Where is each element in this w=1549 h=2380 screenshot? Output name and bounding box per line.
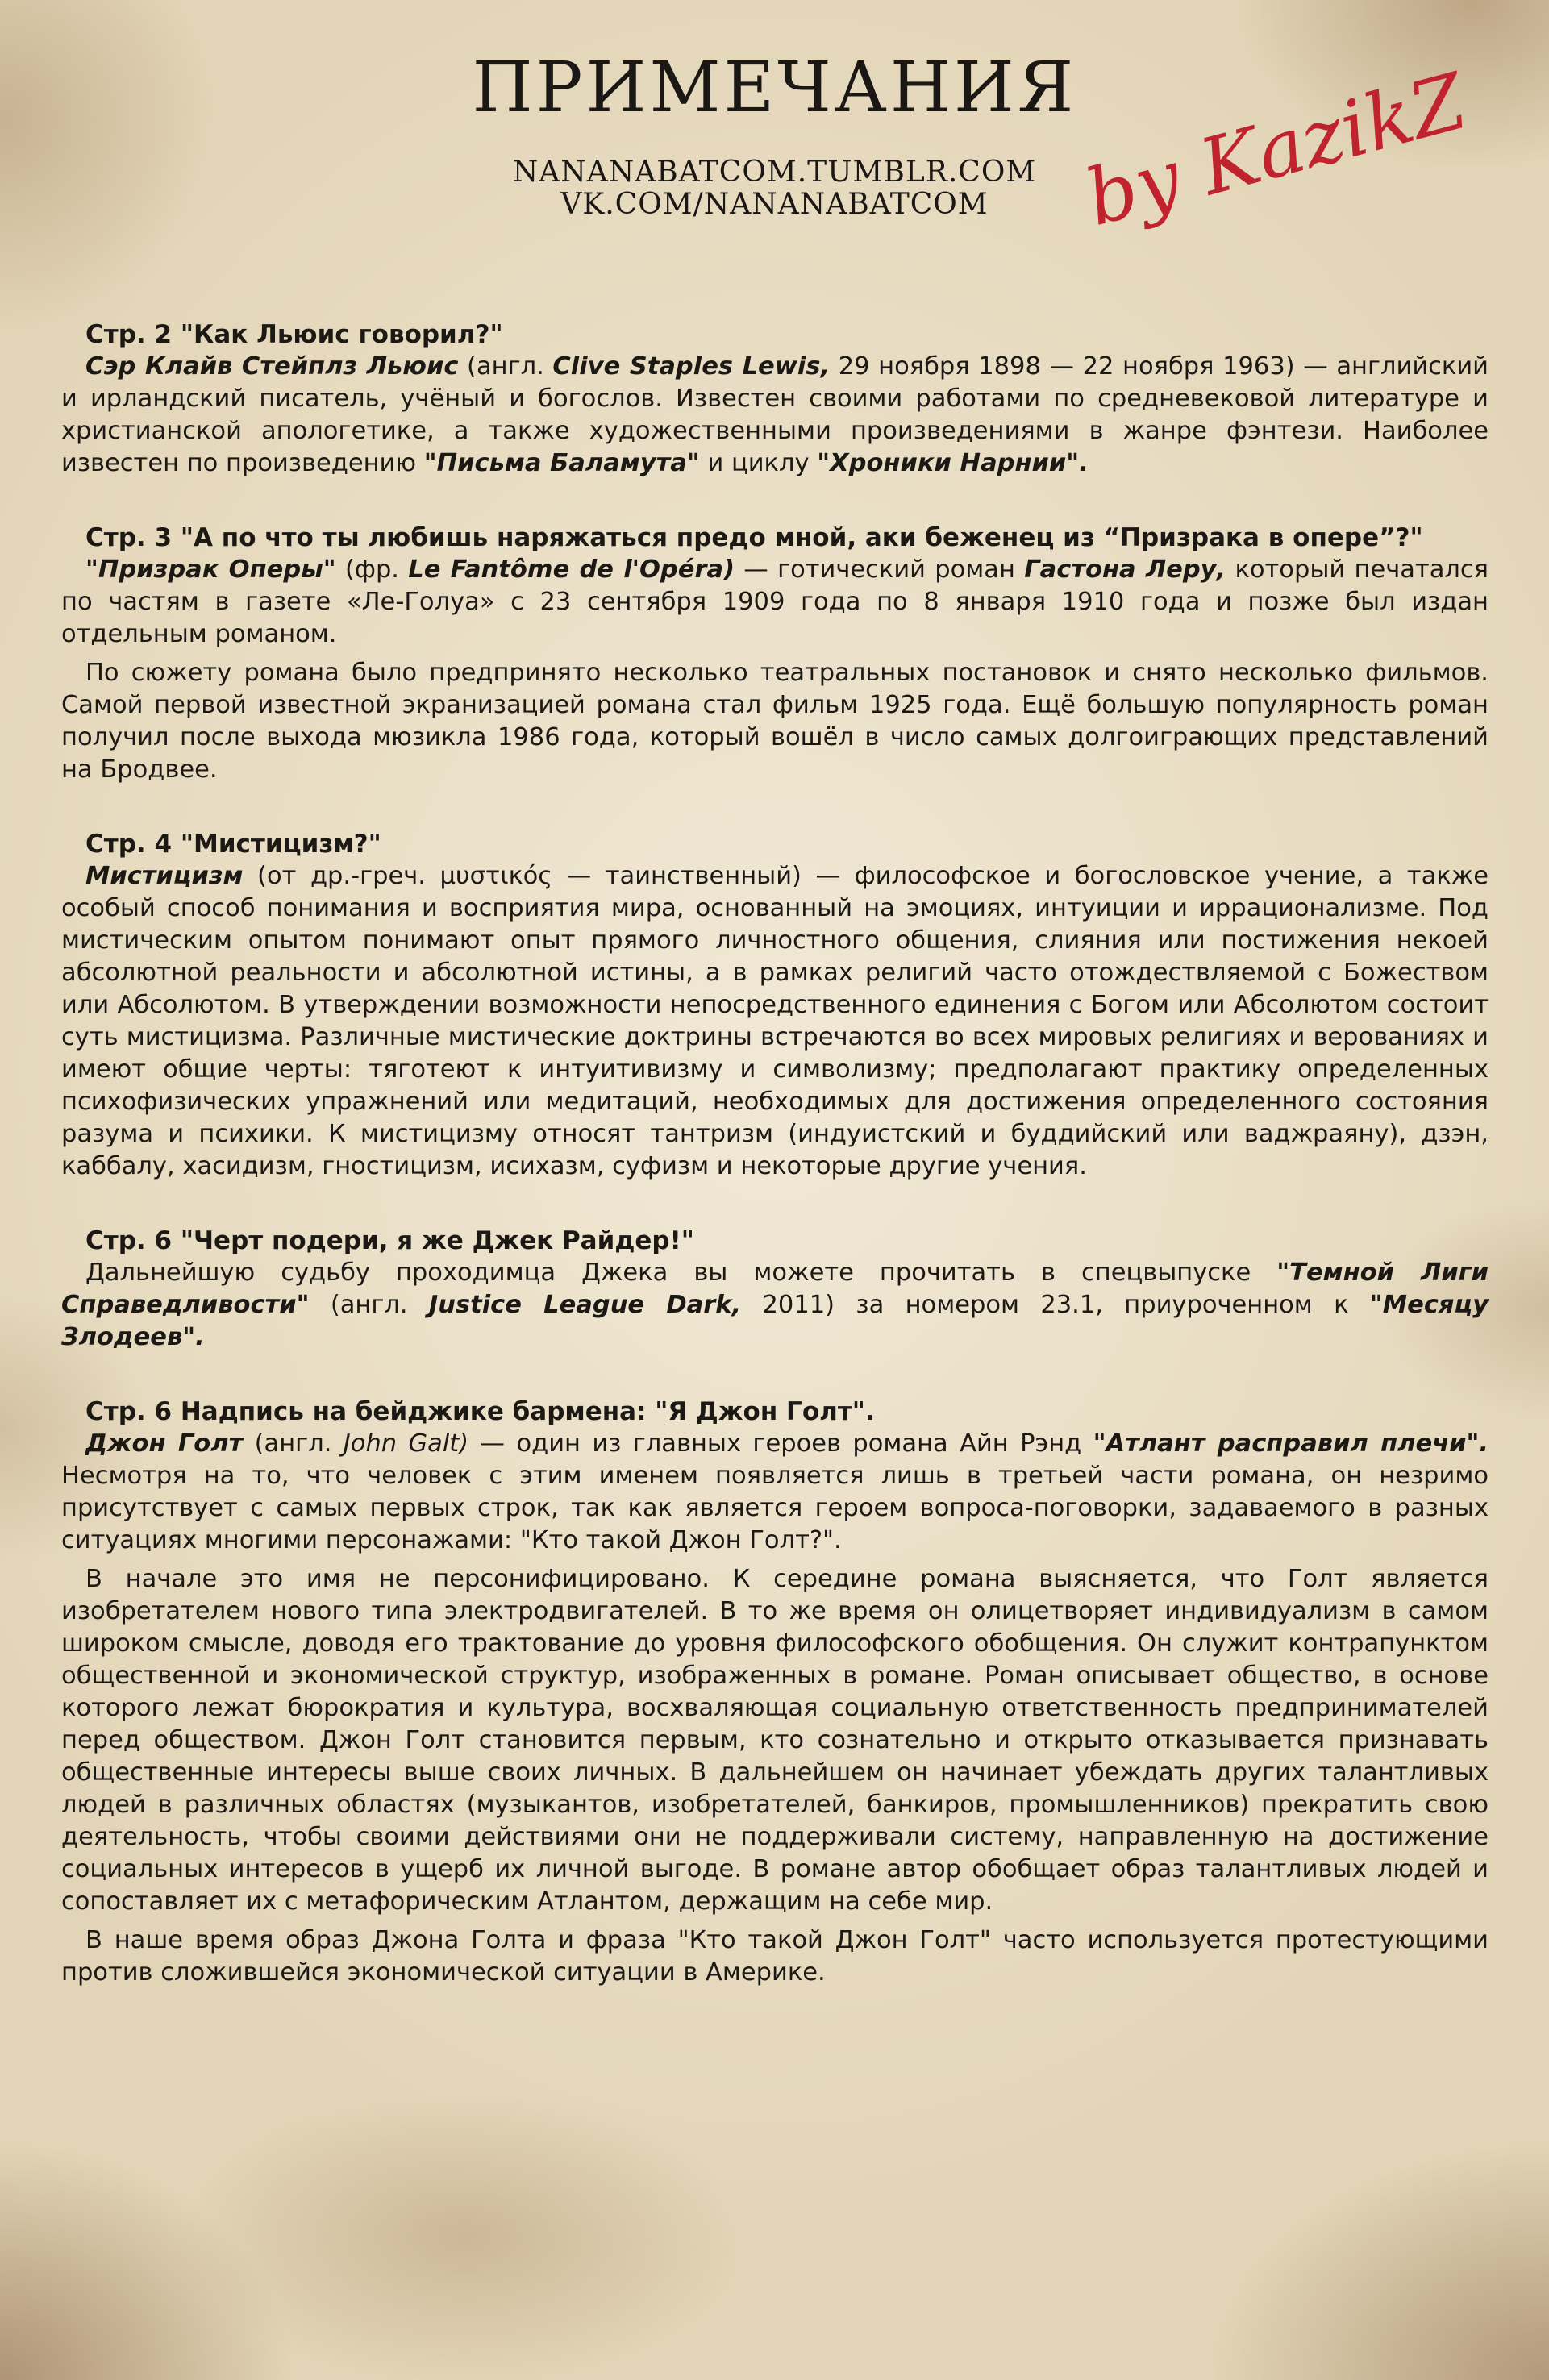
- note-paragraph: [61, 1257, 1489, 1354]
- note-paragraph: [61, 1924, 1489, 1989]
- note-section: [61, 1396, 1489, 1989]
- note-paragraph: [61, 554, 1489, 651]
- page-header: [0, 0, 1549, 306]
- emphasis-run: Justice League Dark,: [428, 1291, 742, 1319]
- note-section: [61, 522, 1489, 786]
- note-heading: Стр. 6 Надпись на бейджике бармена: "Я Джон Голт".: [85, 1397, 875, 1426]
- text-run: (фр.: [335, 555, 409, 584]
- note-paragraph: [61, 860, 1489, 1183]
- text-run: — готический роман: [735, 555, 1025, 584]
- note-heading: Стр. 3 "А по что ты любишь наряжаться предо мной, аки беженец из “Призрака в опере”?": [85, 523, 1423, 552]
- text-run: и циклу: [699, 449, 818, 477]
- translator-signature: by KazikZ: [1076, 56, 1476, 244]
- note-section: [61, 828, 1489, 1183]
- emphasis-run: "Месяцу Злодеев".: [61, 1291, 1489, 1351]
- emphasis-run: Сэр Клайв Стейплз Льюис: [85, 352, 459, 381]
- note-heading: Стр. 6 "Черт подери, я же Джек Райдер!": [85, 1226, 694, 1255]
- page-title: ПРИМЕЧАНИЯ: [472, 48, 1077, 128]
- text-run: В начале это имя не персонифицировано. К середине романа выясняется, что Голт является изобретателем нового типа электродвигателей. В то же время он олицетворяет индивидуализм в самом широком смысле, доводя его трактование до уровня философского обобщения. Он служит контрапунктом общественной и экономической структур, изображенных в романе. Роман описывает общество, в основе которого лежат бюрократия и культура, восхваляющая социальную ответственность предпринимателей перед обществом. Джон Голт становится первым, кто сознательно и открыто отказывается признавать общественные интересы выше своих личных. В дальнейшем он начинает убеждать других талантливых людей в различных областях (музыкантов, изобретателей, банкиров, промышленников) прекратить свою деятельность, чтобы своими действиями они не поддерживали систему, направленную на достижение социальных интересов в ущерб их личной выгоде. В романе автор обобщает образ талантливых людей и сопоставляет их с метафорическим Атлантом, держащим на себе мир.: [61, 1565, 1489, 1916]
- site-vk: VK.COM/NANANABATCOM: [560, 188, 989, 221]
- emphasis-run: "Атлант расправил плечи".: [1093, 1429, 1489, 1458]
- text-run: 2011) за номером 23.1, приуроченном к: [741, 1291, 1370, 1319]
- text-run: который печатался по частям в газете «Ле-Голуа» с 23 сентября 1909 года по 8 января 1910 года и позже был издан отдельным романом.: [61, 555, 1489, 648]
- emphasis-run: "Темной Лиги Справедливости": [61, 1259, 1489, 1319]
- emphasis-run: "Призрак Оперы": [85, 555, 336, 584]
- text-run: По сюжету романа было предпринято несколько театральных постановок и снято несколько фильмов. Самой первой известной экранизацией романа стал фильм 1925 года. Ещё большую популярность роман получил после выхода мюзикла 1986 года, который вошёл в число самых долгоиграющих представлений на Бродвее.: [61, 659, 1489, 784]
- text-run: 29 ноября 1898 — 22 ноября 1963) — английский и ирландский писатель, учёный и богослов. Известен своими работами по средневековой литературе и христианской апологетике, а также художественными произведениями в жанре фэнтези. Наиболее известен по произведению: [61, 352, 1489, 477]
- site-tumblr: NANANABATCOM.TUMBLR.COM: [512, 156, 1037, 189]
- emphasis-run: Гастона Леру,: [1024, 555, 1226, 584]
- note-heading: Стр. 2 "Как Льюис говорил?": [85, 320, 503, 349]
- emphasis-run: John Galt): [343, 1429, 469, 1458]
- notes-list: [61, 318, 1489, 2031]
- text-run: (англ.: [458, 352, 553, 381]
- note-section: [61, 1225, 1489, 1354]
- text-run: Несмотря на то, что человек с этим именем появляется лишь в третьей части романа, он незримо присутствует с самых первых строк, так как является героем вопроса-поговорки, задаваемого в разных ситуациях многими персонажами: "Кто такой Джон Голт?".: [61, 1462, 1489, 1554]
- text-run: (от др.-греч. μυστικός — таинственный) — философское и богословское учение, а также особый способ понимания и восприятия мира, основанный на эмоциях, интуиции и иррационализме. Под мистическим опытом понимают опыт прямого личностного общения, слияния или постижения некоей абсолютной реальности и абсолютной истины, а в рамках религий часто отождествляемой с Божеством или Абсолютом. В утверждении возможности непосредственного единения с Богом или Абсолютом состоит суть мистицизма. Различные мистические доктрины встречаются во всех мировых религиях и верованиях и имеют общие черты: тяготеют к интуитивизму и символизму; предполагают практику определенных психофизических упражнений или медитаций, необходимых для достижения определенного состояния разума и психики. К мистицизму относят тантризм (индуистский и буддийский или ваджраяну), дзэн, каббалу, хасидизм, гностицизм, исихазм, суфизм и некоторые другие учения.: [61, 862, 1489, 1180]
- emphasis-run: "Письма Баламута": [423, 449, 700, 477]
- emphasis-run: "Хроники Нарнии".: [817, 449, 1089, 477]
- emphasis-run: Джон Голт: [85, 1429, 244, 1458]
- emphasis-run: Le Fantôme de l'Opéra): [408, 555, 735, 584]
- note-paragraph: [61, 657, 1489, 786]
- text-run: Дальнейшую судьбу проходимца Джека вы можете прочитать в спецвыпуске: [85, 1259, 1277, 1287]
- text-run: (англ.: [243, 1429, 344, 1458]
- emphasis-run: Мистицизм: [85, 862, 244, 890]
- text-run: В наше время образ Джона Голта и фраза "Кто такой Джон Голт" часто используется протестующими против сложившейся экономической ситуации в Америке.: [61, 1926, 1489, 1987]
- text-run: (англ.: [309, 1291, 429, 1319]
- note-paragraph: [61, 1428, 1489, 1557]
- emphasis-run: Clive Staples Lewis,: [552, 352, 831, 381]
- note-paragraph: [61, 1563, 1489, 1918]
- note-paragraph: [61, 351, 1489, 480]
- text-run: — один из главных героев романа Айн Рэнд: [468, 1429, 1093, 1458]
- note-heading: Стр. 4 "Мистицизм?": [85, 830, 381, 859]
- note-section: [61, 318, 1489, 480]
